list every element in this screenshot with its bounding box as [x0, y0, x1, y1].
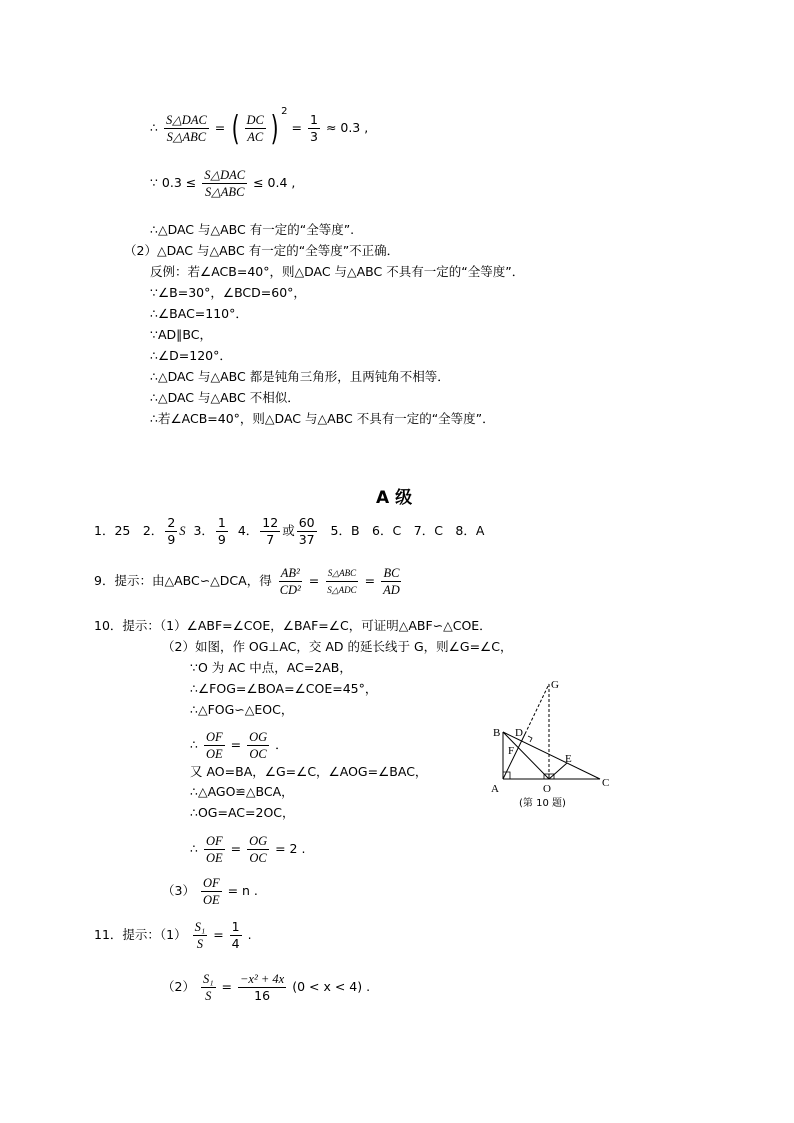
- q10-part2: （2）如图，作 OG⊥AC，交 AD 的延长线于 G，则∠G=∠C，: [162, 639, 513, 654]
- given-angles-line: ∵∠B=30°，∠BCD=60°，: [150, 285, 306, 300]
- segment-dg-dashed: [525, 684, 549, 734]
- segment-oe: [549, 763, 567, 779]
- part-2-heading: （2）△DAC 与△ABC 有一定的“全等度”不正确．: [124, 243, 400, 258]
- q10-line5: ∴△FOG∽△EOC，: [190, 702, 294, 717]
- angle-d-line: ∴∠D=120°．: [150, 348, 232, 363]
- conclusion-line-1: ∴△DAC 与△ABC 有一定的“全等度”.: [150, 222, 355, 237]
- ratio-line: ∴ $\frac{\text{S△DAC}}{\text{S△ABC}}$ = ( $\frac{DC}{AC}$ ) $^2$ = $\frac{1}{3}$ ≈ 0.3 ,: [150, 106, 369, 149]
- label-b: B: [493, 727, 501, 739]
- q10-line8: ∴△AGO≌△BCA，: [190, 784, 294, 799]
- q11-part2: （2） $\frac{\text{S₁}}{S}$ = $\frac{\text{−x² + 4x}}{16}$ (0 < x < 4) .: [162, 972, 371, 1003]
- section-title: A 级: [376, 488, 413, 508]
- q10-part1: 10．提示：（1）∠ABF=∠COE，∠BAF=∠C，可证明△ABF∽△COE．: [94, 618, 492, 633]
- label-o: O: [543, 783, 551, 795]
- label-a: A: [491, 783, 499, 795]
- obtuse-line: ∴△DAC 与△ABC 都是钝角三角形，且两钝角不相等．: [150, 369, 450, 384]
- figure-caption: (第 10 题): [519, 798, 566, 809]
- q9-hint: 9．提示：由△ABC∽△DCA，得 $\frac{\text{AB²}}{\text{CD²}}$ = $\frac{\text{S△ABC}}{\text{S△ADC}}$ = $\frac{BC}{AD}$: [94, 566, 400, 597]
- parallel-line: ∵AD∥BC，: [150, 327, 212, 342]
- label-d: D: [515, 727, 523, 739]
- segment-bc: [503, 732, 600, 779]
- label-e: E: [565, 753, 572, 765]
- label-g: G: [551, 679, 559, 691]
- q10-part3: （3） $\frac{OF}{OE}$ = n .: [162, 876, 258, 907]
- area-ratio-fraction: $\frac{\text{S△DAC}}{\text{S△ABC}}$: [165, 113, 207, 144]
- answers-1-8: 1．25 2． $\frac{2}{9}$ S 3． $\frac{1}{9}$ 4． $\frac{12}{7}$ 或 $\frac{60}{37}$ 5．B 6．C 7．C 8．A: [94, 515, 485, 547]
- q10-line6: ∴ $\frac{OF}{OE}$ = $\frac{OG}{OC}$ ．: [190, 730, 288, 761]
- inequality-line: ∵ 0.3 ≤ $\frac{\text{S△DAC}}{\text{S△ABC}}$ ≤ 0.4 ,: [150, 168, 296, 199]
- final-conclusion-line: ∴若∠ACB=40°，则△DAC 与△ABC 不具有一定的“全等度”．: [150, 411, 495, 426]
- dc-ac-fraction: $\frac{DC}{AC}$: [246, 113, 264, 144]
- q10-line9: ∴OG=AC=2OC，: [190, 805, 295, 820]
- q10-line10: ∴ $\frac{OF}{OE}$ = $\frac{OG}{OC}$ = 2 .: [190, 834, 306, 865]
- question-10-figure: [485, 674, 615, 814]
- counterexample-line: 反例：若∠ACB=40°，则△DAC 与△ABC 不具有一定的“全等度”．: [150, 264, 525, 279]
- q10-line7: 又 AO=BA，∠G=∠C，∠AOG=∠BAC，: [190, 764, 428, 779]
- angle-bac-line: ∴∠BAC=110°．: [150, 306, 248, 321]
- q10-line3: ∵O 为 AC 中点，AC=2AB，: [190, 660, 352, 675]
- q10-line4: ∴∠FOG=∠BOA=∠COE=45°，: [190, 681, 378, 696]
- q11-part1: 11．提示：（1） $\frac{\text{S₁}}{S}$ = $\frac{1}{4}$ .: [94, 919, 252, 951]
- label-f: F: [508, 745, 515, 757]
- not-similar-line: ∴△DAC 与△ABC 不相似．: [150, 390, 300, 405]
- label-c: C: [602, 777, 610, 789]
